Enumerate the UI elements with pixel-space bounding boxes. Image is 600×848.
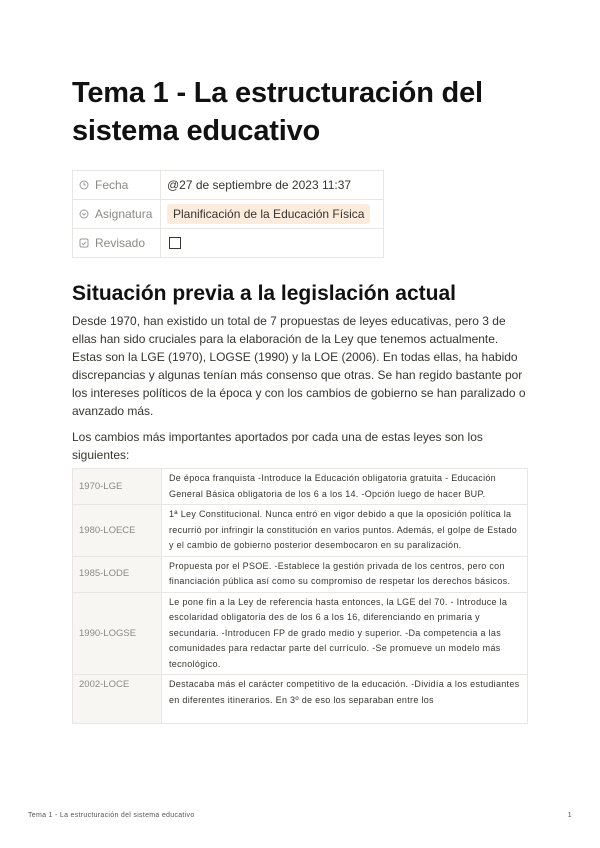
property-label: Revisado: [95, 236, 146, 250]
law-year: 1990-LOGSE: [73, 592, 162, 675]
page-content: [72, 74, 528, 464]
checkbox-icon: [79, 238, 89, 248]
laws-table: [72, 468, 528, 724]
laws-table-container: [72, 468, 528, 776]
property-label: Fecha: [95, 178, 129, 192]
clock-icon: [79, 180, 89, 190]
subject-tag[interactable]: Planificación de la Educación Física: [167, 204, 370, 224]
law-year: 1985-LODE: [73, 556, 162, 592]
law-description: Destacaba más el carácter competitivo de la educación. -Dividía a los estudiantes en diferentes itinerarios. En 3º de eso los separaban entre los: [162, 675, 528, 724]
property-row-fecha: [73, 171, 384, 200]
property-row-revisado: [73, 229, 384, 258]
select-icon: [79, 209, 89, 219]
table-row: [73, 469, 528, 505]
page-footer: [28, 812, 572, 819]
table-row: [73, 675, 528, 724]
reviewed-checkbox[interactable]: [169, 237, 181, 249]
table-row: [73, 505, 528, 557]
property-label: Asignatura: [95, 207, 153, 221]
properties-table: [72, 170, 384, 258]
law-description: Propuesta por el PSOE. -Establece la gestión privada de los centros, pero con financiación pública así como su compromiso de respetar los derechos básicos.: [162, 556, 528, 592]
table-row: [73, 592, 528, 675]
paragraph: Desde 1970, han existido un total de 7 propuestas de leyes educativas, pero 3 de ellas han sido cruciales para la elaboración de la Ley que tenemos actualmente. Estas son la LGE (1970), LOGSE (1990) y la LOE (2006). En todas ellas, ha habido discrepancias y algunas tenían más consenso que otras. Se han regido bastante por los intereses políticos de la época y con los cambios de gobierno se han paralizado o avanzado más.: [72, 314, 526, 418]
page-title: Tema 1 - La estructuración del sistema educativo: [72, 77, 483, 147]
law-year: 1980-LOECE: [73, 505, 162, 557]
table-row: [73, 556, 528, 592]
footer-title: Tema 1 - La estructuración del sistema educativo: [28, 812, 195, 819]
property-row-asignatura: [73, 200, 384, 229]
law-year: 2002-LOCE: [73, 675, 162, 724]
page-number: 1: [567, 812, 572, 819]
law-description: De época franquista -Introduce la Educación obligatoria gratuita - Educación General Básica obligatoria de los 6 a los 14. -Opción luego de hacer BUP.: [162, 469, 528, 505]
paragraph: Los cambios más importantes aportados por cada una de estas leyes son los siguientes:: [72, 430, 483, 462]
law-description: Le pone fin a la Ley de referencia hasta entonces, la LGE del 70. - Introduce la escolaridad obligatoria des de los 6 a los 16, diferenciando en primaria y secundaria. -Introducen FP de grado medio y superior. -Da competencia a las comunidades para redactar parte del currículo. -Se promueve un modelo más tecnológico.: [162, 592, 528, 675]
date-value[interactable]: @27 de septiembre de 2023 11:37: [161, 171, 384, 200]
law-description: 1ª Ley Constitucional. Nunca entró en vigor debido a que la oposición política la recurrió por infringir la constitución en varios puntos. Además, el golpe de Estado y el cambio de gobierno posterior desembocaron en su paralización.: [162, 505, 528, 557]
law-year: 1970-LGE: [73, 469, 162, 505]
section-heading: Situación previa a la legislación actual: [72, 282, 456, 305]
